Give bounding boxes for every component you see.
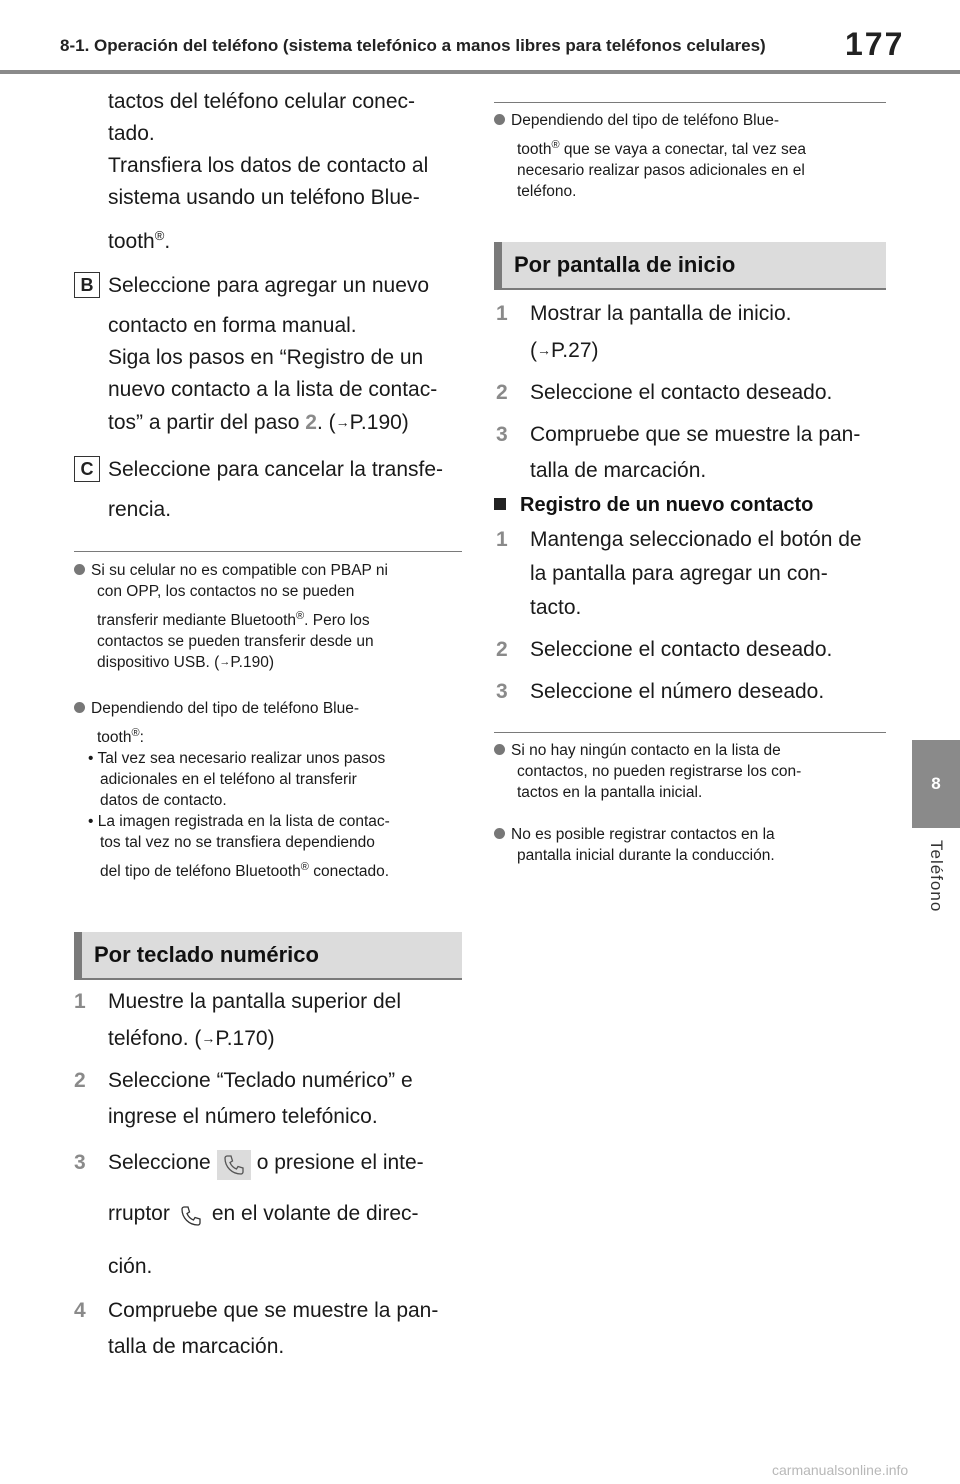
header-title: 8-1. Operación del teléfono (sistema telefónico a manos libres para teléfonos celulares) [60,36,766,55]
square-bullet-icon [494,498,506,510]
step-1: 1 Mostrar la pantalla de inicio. [496,302,792,325]
step-1: 1 Muestre la pantalla superior del [74,990,401,1013]
phone-switch-icon [176,1201,206,1231]
text-line: Seleccione para agregar un nuevo [108,274,430,297]
section-divider [74,978,462,980]
note-divider [74,551,462,552]
step-2: 2 Seleccione el contacto deseado. [496,381,833,404]
text-line: contacto en forma manual. [108,314,357,337]
bullet-icon [74,564,85,575]
phone-button-icon [217,1150,251,1180]
intro-paragraph [108,86,428,258]
text-line: rencia. [108,498,172,521]
right-arrow-icon: → [201,1030,216,1046]
note-bluetooth-connect: Dependiendo del tipo de teléfono Blue- tooth® que se vaya a conectar, tal vez sea necesario realizar pasos adicionales en el teléfono. [494,110,894,202]
bullet-icon [494,114,505,125]
marker-b: B [74,272,100,298]
subheading-register: Registro de un nuevo contacto [494,494,813,517]
header-divider [0,70,960,74]
note-pbap: Si su celular no es compatible con PBAP ni con OPP, los contactos no se pueden transferir mediante Bluetooth®. Pero los contactos se pueden transferir desde un dispositivo USB. (→P.190) [74,560,466,673]
section-heading-keypad: Por teclado numérico [74,932,462,978]
chapter-label: Teléfono [927,840,946,913]
step-2: 2 Seleccione el contacto deseado. [496,638,833,661]
step-1: 1 Mantenga seleccionado el botón de [496,528,862,551]
step-3: 3 Seleccione o presione el inte- [74,1147,474,1180]
right-arrow-icon: → [335,414,350,430]
note-divider [494,102,886,103]
home-steps: 1 Mostrar la pantalla de inicio. (→P.27) 2 Seleccione el contacto deseado. 3 Compruebe que se muestre la pan- talla de marcación. [496,298,896,487]
note-divider [494,732,886,733]
text-line: Siga los pasos en “Registro de un [108,346,424,369]
text-line: nuevo contacto a la lista de contac- [108,378,438,401]
page-number: 177 [845,26,905,62]
item-c-text [108,454,443,526]
right-arrow-icon: → [219,656,231,669]
step-3: 3 Seleccione el número deseado. [496,680,825,703]
watermark: carmanualsonline.info [772,1462,909,1478]
note-no-contacts: Si no hay ningún contacto en la lista de contactos, no pueden registrarse los con- tactos en la pantalla inicial. [494,740,894,803]
text-line: sistema usando un teléfono Blue- [108,186,420,209]
keypad-steps: 1 Muestre la pantalla superior del teléfono. (→P.170) 2 Seleccione “Teclado numérico” e ingrese el número telefónico. 3 Seleccione o presione el inte- rruptor en el volante de direc- ción. 4 Compruebe que se muestre la pan- talla de marcación. [74,986,474,1363]
bullet-icon [74,702,85,713]
text-line: Transfiera los datos de contacto al [108,154,429,177]
text-line: tactos del teléfono celular conec- [108,90,416,113]
marker-c: C [74,456,100,482]
chapter-tab: 8 [912,740,960,828]
bullet-icon [494,744,505,755]
text-line: Seleccione para cancelar la transfe- [108,458,444,481]
note-driving: No es posible registrar contactos en la pantalla inicial durante la conducción. [494,824,894,866]
text-line: tooth®. [108,228,171,253]
right-arrow-icon: → [537,342,551,358]
section-heading-home: Por pantalla de inicio [494,242,886,288]
item-b-text [108,270,437,439]
note-bluetooth-type: Dependiendo del tipo de teléfono Blue- tooth®: • Tal vez sea necesario realizar unos pasos adicionales en el teléfono al transferir datos de contacto. • La imagen registrada en la lista de contac- tos tal vez no se transfiera dependiendo del tipo de teléfono Bluetooth® conectado. [74,698,466,882]
register-steps: 1 Mantenga seleccionado el botón de la pantalla para agregar un con- tacto. 2 Seleccione el contacto deseado. 3 Seleccione el número deseado. [496,524,896,708]
text-line: tado. [108,122,155,145]
step-2: 2 Seleccione “Teclado numérico” e [74,1069,413,1092]
step-3: 3 Compruebe que se muestre la pan- [496,423,861,446]
section-divider [494,288,886,290]
text-line: tos” a partir del paso 2. (→P.190) [108,411,409,434]
step-4: 4 Compruebe que se muestre la pan- [74,1299,439,1322]
bullet-icon [494,828,505,839]
